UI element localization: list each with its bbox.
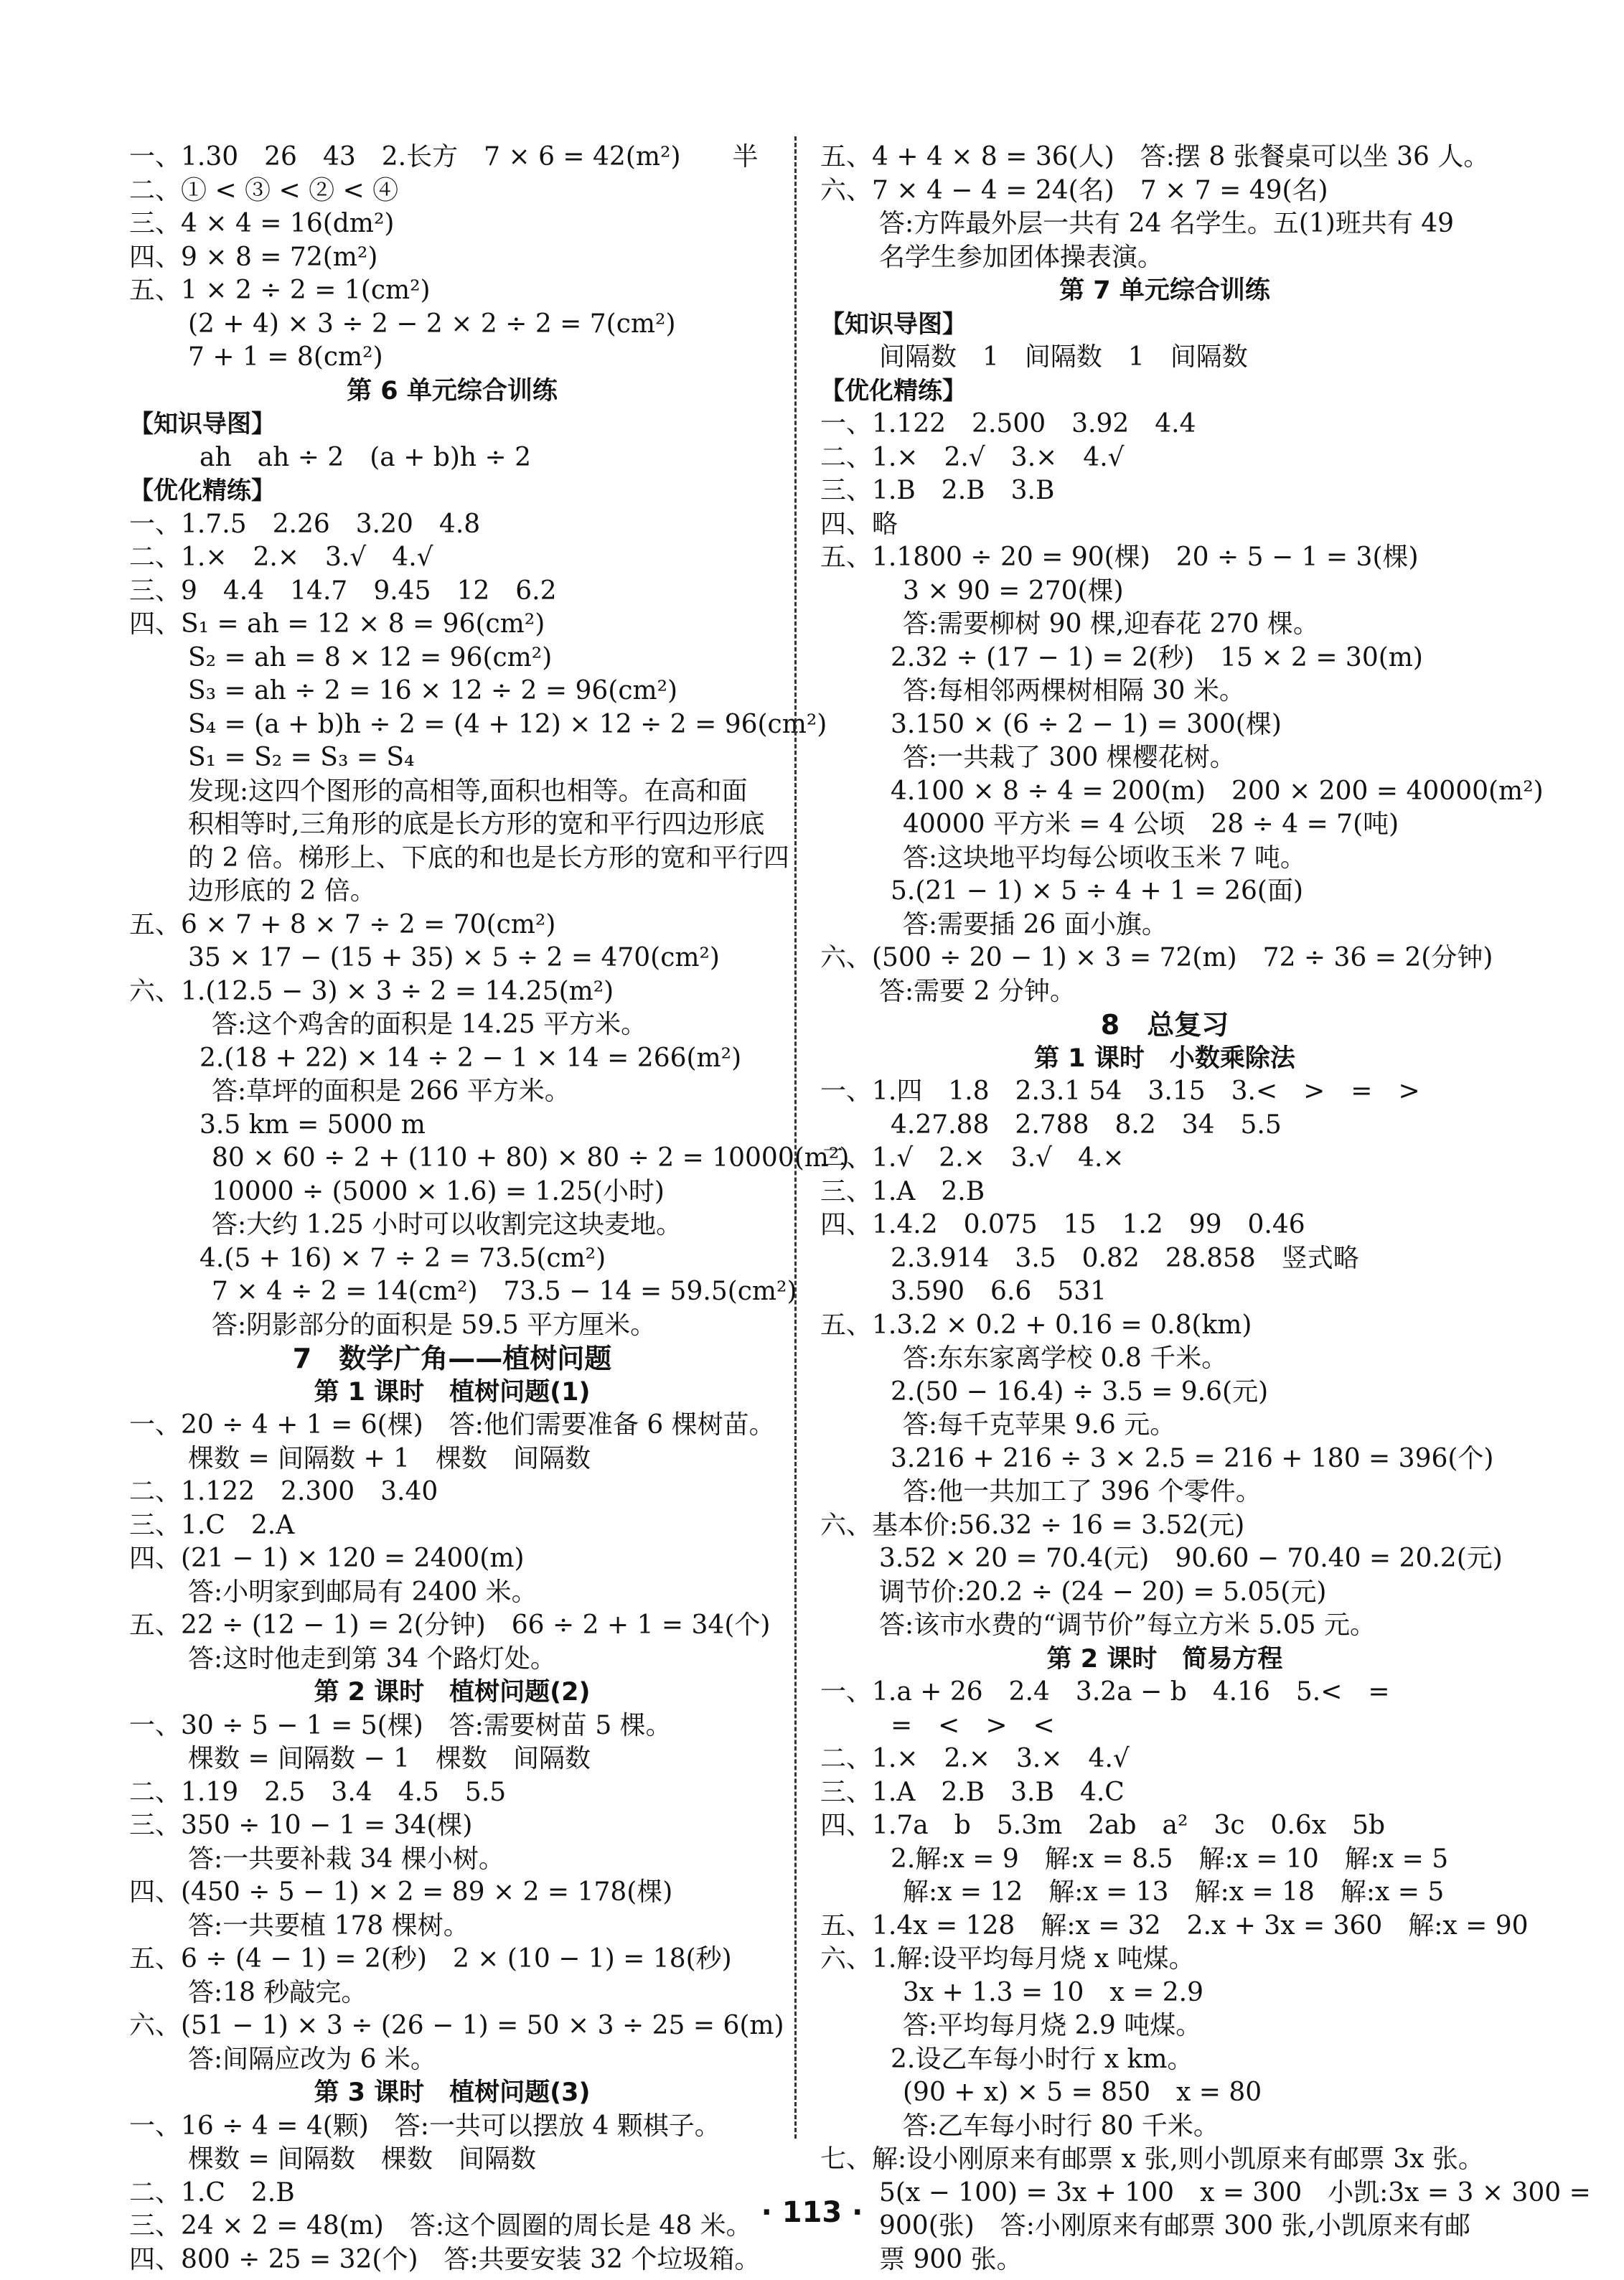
answer-line: 棵数 = 间隔数 棵数 间隔数 [188,2144,537,2174]
answer-line: 答:一共栽了 300 棵樱花树。 [903,743,1236,772]
answer-line: 五、6 × 7 + 8 × 7 ÷ 2 = 70(cm²) [129,909,556,939]
answer-line: 答:这块地平均每公顷收玉米 7 吨。 [903,843,1306,873]
column-divider [794,136,797,2139]
answer-line: 7 × 4 ÷ 2 = 14(cm²) 73.5 − 14 = 59.5(cm²) [212,1277,797,1306]
answer-line: 答:需要插 26 面小旗。 [903,909,1168,939]
answer-line: 一、20 ÷ 4 + 1 = 6(棵) 答:他们需要准备 6 棵树苗。 [129,1410,775,1440]
answer-line: 一、16 ÷ 4 = 4(颗) 答:一共可以摆放 4 颗棋子。 [129,2111,721,2141]
answer-line: 四、1.4.2 0.075 15 1.2 99 0.46 [820,1210,1305,1239]
right-answer-column [820,141,1591,2276]
answer-line: 四、S₁ = ah = 12 × 8 = 96(cm²) [129,609,545,639]
bracket-label: 【优化精练】 [820,376,967,405]
answer-line: 5.(21 − 1) × 5 ÷ 4 + 1 = 26(面) [891,876,1304,906]
answer-line: S₃ = ah ÷ 2 = 16 × 12 ÷ 2 = 96(cm²) [188,676,678,705]
answer-line: 四、9 × 8 = 72(m²) [129,242,378,272]
answer-line: 棵数 = 间隔数 + 1 棵数 间隔数 [188,1443,591,1473]
section-heading: 第 2 课时 简易方程 [1046,1644,1283,1674]
answer-line: 二、① < ③ < ② < ④ [129,175,399,205]
answer-line: 二、1.C 2.B [129,2177,295,2208]
answer-line: 六、(51 − 1) × 3 ÷ (26 − 1) = 50 × 3 ÷ 25 = 6(m) [129,2011,784,2040]
section-heading: 第 1 课时 植树问题(1) [314,1377,591,1407]
answer-line: 2.32 ÷ (17 − 1) = 2(秒) 15 × 2 = 30(m) [891,642,1423,672]
answer-line: 3.216 + 216 ÷ 3 × 2.5 = 216 + 180 = 396(个) [891,1443,1494,1473]
answer-line: 2.设乙车每小时行 x km。 [891,2044,1193,2074]
answer-line: 答:需要 2 分钟。 [879,976,1076,1006]
answer-line: 三、1.A 2.B 3.B 4.C [820,1777,1125,1807]
answer-line: 答:这时他走到第 34 个路灯处。 [188,1643,556,1674]
answer-line: 4.100 × 8 ÷ 4 = 200(m) 200 × 200 = 40000(m²) [891,776,1544,806]
answer-line: 五、1.3.2 × 0.2 + 0.16 = 0.8(km) [820,1310,1252,1340]
answer-line: 六、1.解:设平均每月烧 x 吨煤。 [820,1944,1195,1974]
answer-line: 棵数 = 间隔数 − 1 棵数 间隔数 [188,1744,591,1773]
answer-line: 2.解:x = 9 解:x = 8.5 解:x = 10 解:x = 5 [891,1844,1449,1874]
answer-line: 名学生参加团体操表演。 [879,242,1164,272]
answer-line: 80 × 60 ÷ 2 + (110 + 80) × 80 ÷ 2 = 10000(m²) [212,1143,850,1173]
answer-line: 二、1.× 2.× 3.× 4.√ [820,1744,1130,1773]
answer-line: 二、1.√ 2.× 3.√ 4.× [820,1143,1125,1173]
answer-line: 3x + 1.3 = 10 x = 2.9 [903,1977,1203,2007]
answer-line: 答:一共要补栽 34 棵小树。 [188,1844,504,1874]
answer-line: 2.3.914 3.5 0.82 28.858 竖式略 [891,1243,1359,1273]
answer-line: 积相等时,三角形的底是长方形的宽和平行四边形底 [188,810,765,839]
answer-line: 答:大约 1.25 小时可以收割完这块麦地。 [212,1210,682,1239]
answer-line: 答:他一共加工了 396 个零件。 [903,1477,1262,1506]
section-heading: 第 2 课时 植树问题(2) [314,1678,591,1707]
answer-line: 答:乙车每小时行 80 千米。 [903,2111,1219,2141]
answer-line: 一、1.四 1.8 2.3.1 54 3.15 3.< > = > [820,1076,1420,1106]
answer-line: 二、1.× 2.√ 3.× 4.√ [820,442,1125,472]
answer-line: 答:每千克苹果 9.6 元。 [903,1410,1176,1440]
answer-line: 解:x = 12 解:x = 13 解:x = 18 解:x = 5 [903,1877,1445,1907]
answer-line: 答:方阵最外层一共有 24 名学生。五(1)班共有 49 [879,209,1455,238]
section-heading: 第 3 课时 植树问题(3) [314,2078,591,2107]
answer-line: 三、1.B 2.B 3.B [820,476,1055,505]
answer-line: 答:该市水费的“调节价”每立方米 5.05 元。 [879,1610,1376,1640]
answer-line: 一、1.122 2.500 3.92 4.4 [820,409,1196,438]
answer-line: 900(张) 答:小刚原来有邮票 300 张,小凯原来有邮 [879,2211,1470,2241]
left-answer-column [129,141,850,2276]
answer-line: 五、1 × 2 ÷ 2 = 1(cm²) [129,276,431,305]
answer-line: 3.5 km = 5000 m [200,1109,426,1140]
answer-line: 五、1.4x = 128 解:x = 32 2.x + 3x = 360 解:x = 90 [820,1910,1529,1941]
answer-line: 四、800 ÷ 25 = 32(个) 答:共要安装 32 个垃圾箱。 [129,2244,761,2274]
answer-line: 三、4 × 4 = 16(dm²) [129,209,395,238]
answer-line: 二、1.× 2.× 3.√ 4.√ [129,543,433,572]
answer-line: 答:18 秒敲完。 [188,1977,367,2007]
answer-line: 五、4 + 4 × 8 = 36(人) 答:摆 8 张餐桌可以坐 36 人。 [820,142,1490,172]
answer-line: 发现:这四个图形的高相等,面积也相等。在高和面 [188,776,748,806]
section-heading: 第 6 单元综合训练 [347,376,558,405]
answer-line: 四、略 [820,509,898,539]
answer-line: 4.(5 + 16) × 7 ÷ 2 = 73.5(cm²) [200,1243,606,1273]
answer-line: 五、22 ÷ (12 − 1) = 2(分钟) 66 ÷ 2 + 1 = 34(个) [129,1610,771,1640]
section-heading: 8 总复习 [1100,1009,1229,1041]
answer-line: = < > < [891,1710,1055,1740]
answer-line: 答:平均每月烧 2.9 吨煤。 [903,2011,1202,2040]
answer-line: 六、(500 ÷ 20 − 1) × 3 = 72(m) 72 ÷ 36 = 2(分钟) [820,943,1493,972]
answer-line: 五、6 ÷ (4 − 1) = 2(秒) 2 × (10 − 1) = 18(秒) [129,1944,732,1974]
answer-line: 答:需要柳树 90 棵,迎春花 270 棵。 [903,609,1319,639]
answer-line: 五、1.1800 ÷ 20 = 90(棵) 20 ÷ 5 − 1 = 3(棵) [820,543,1419,572]
answer-line: 答:草坪的面积是 266 平方米。 [212,1076,571,1106]
answer-line: 三、1.A 2.B [820,1176,985,1206]
page-number: · 113 · [761,2196,863,2229]
bracket-label: 【知识导图】 [129,410,276,438]
answer-line: 的 2 倍。梯形上、下底的和也是长方形的宽和平行四 [188,843,789,873]
answer-line: ah ah ÷ 2 (a + b)h ÷ 2 [200,442,532,472]
answer-line: S₂ = ah = 8 × 12 = 96(cm²) [188,642,553,672]
answer-line: 三、9 4.4 14.7 9.45 12 6.2 [129,576,557,606]
section-heading: 7 数学广角——植树问题 [292,1343,612,1374]
answer-line: (2 + 4) × 3 ÷ 2 − 2 × 2 ÷ 2 = 7(cm²) [188,309,676,339]
answer-line: 40000 平方米 = 4 公顷 28 ÷ 4 = 7(吨) [903,810,1399,839]
answer-line: 调节价:20.2 ÷ (24 − 20) = 5.05(元) [879,1577,1327,1607]
answer-line: 2.(18 + 22) × 14 ÷ 2 − 1 × 14 = 266(m²) [200,1043,742,1073]
answer-line: 35 × 17 − (15 + 35) × 5 ÷ 2 = 470(cm²) [188,943,720,972]
bracket-label: 【优化精练】 [129,477,276,505]
answer-line: 答:一共要植 178 棵树。 [188,1910,469,1941]
answer-line: (90 + x) × 5 = 850 x = 80 [903,2078,1262,2107]
answer-line: 7 + 1 = 8(cm²) [188,342,383,372]
answer-line: 边形底的 2 倍。 [188,876,376,906]
answer-line: 2.(50 − 16.4) ÷ 3.5 = 9.6(元) [891,1376,1269,1407]
answer-line: S₁ = S₂ = S₃ = S₄ [188,743,415,772]
answer-line: 二、1.122 2.300 3.40 [129,1477,438,1506]
answer-line: 票 900 张。 [879,2244,1023,2274]
answer-line: 3.590 6.6 531 [891,1277,1107,1306]
answer-line: 答:东东家离学校 0.8 千米。 [903,1343,1228,1373]
answer-line: 四、(450 ÷ 5 − 1) × 2 = 89 × 2 = 178(棵) [129,1877,673,1907]
answer-line: 三、350 ÷ 10 − 1 = 34(棵) [129,1811,473,1840]
answer-line: 二、1.19 2.5 3.4 4.5 5.5 [129,1777,507,1807]
answer-line: 答:小明家到邮局有 2400 米。 [188,1577,538,1607]
answer-line: 3 × 90 = 270(棵) [903,576,1124,606]
answer-line: 三、1.C 2.A [129,1510,295,1540]
answer-line: S₄ = (a + b)h ÷ 2 = (4 + 12) × 12 ÷ 2 = 96(cm²) [188,709,827,739]
answer-line: 4.27.88 2.788 8.2 34 5.5 [891,1109,1282,1140]
answer-line: 一、1.7.5 2.26 3.20 4.8 [129,509,481,539]
answer-line: 间隔数 1 间隔数 1 间隔数 [879,342,1248,372]
answer-line: 答:这个鸡舍的面积是 14.25 平方米。 [212,1010,647,1039]
answer-line: 七、解:设小刚原来有邮票 x 张,则小凯原来有邮票 3x 张。 [820,2144,1484,2174]
answer-line: 三、24 × 2 = 48(m) 答:这个圆圈的周长是 48 米。 [129,2211,752,2241]
bracket-label: 【知识导图】 [820,309,967,339]
answer-line: 六、基本价:56.32 ÷ 16 = 3.52(元) [820,1510,1245,1540]
answer-line: 四、(21 − 1) × 120 = 2400(m) [129,1544,525,1573]
answer-line: 答:每相邻两棵树相隔 30 米。 [903,676,1245,705]
answer-line: 5(x − 100) = 3x + 100 x = 300 小凯:3x = 3 × 300 = [879,2177,1591,2208]
answer-line: 3.150 × (6 ÷ 2 − 1) = 300(棵) [891,709,1282,739]
section-heading: 第 7 单元综合训练 [1059,276,1270,305]
answer-line: 一、1.a + 26 2.4 3.2a − b 4.16 5.< = [820,1677,1390,1707]
answer-line: 一、30 ÷ 5 − 1 = 5(棵) 答:需要树苗 5 棵。 [129,1710,672,1740]
answer-line: 答:阴影部分的面积是 59.5 平方厘米。 [212,1310,657,1340]
answer-line: 3.52 × 20 = 70.4(元) 90.60 − 70.40 = 20.2(元) [879,1544,1503,1573]
section-heading: 第 1 课时 小数乘除法 [1034,1043,1295,1073]
answer-line: 六、1.(12.5 − 3) × 3 ÷ 2 = 14.25(m²) [129,976,614,1006]
answer-line: 10000 ÷ (5000 × 1.6) = 1.25(小时) [212,1176,665,1206]
answer-line: 四、1.7a b 5.3m 2ab a² 3c 0.6x 5b [820,1811,1386,1840]
answer-line: 六、7 × 4 − 4 = 24(名) 7 × 7 = 49(名) [820,175,1328,205]
answer-line: 答:间隔应改为 6 米。 [188,2044,436,2074]
answer-line: 一、1.30 26 43 2.长方 7 × 6 = 42(m²) 半 [129,142,759,172]
